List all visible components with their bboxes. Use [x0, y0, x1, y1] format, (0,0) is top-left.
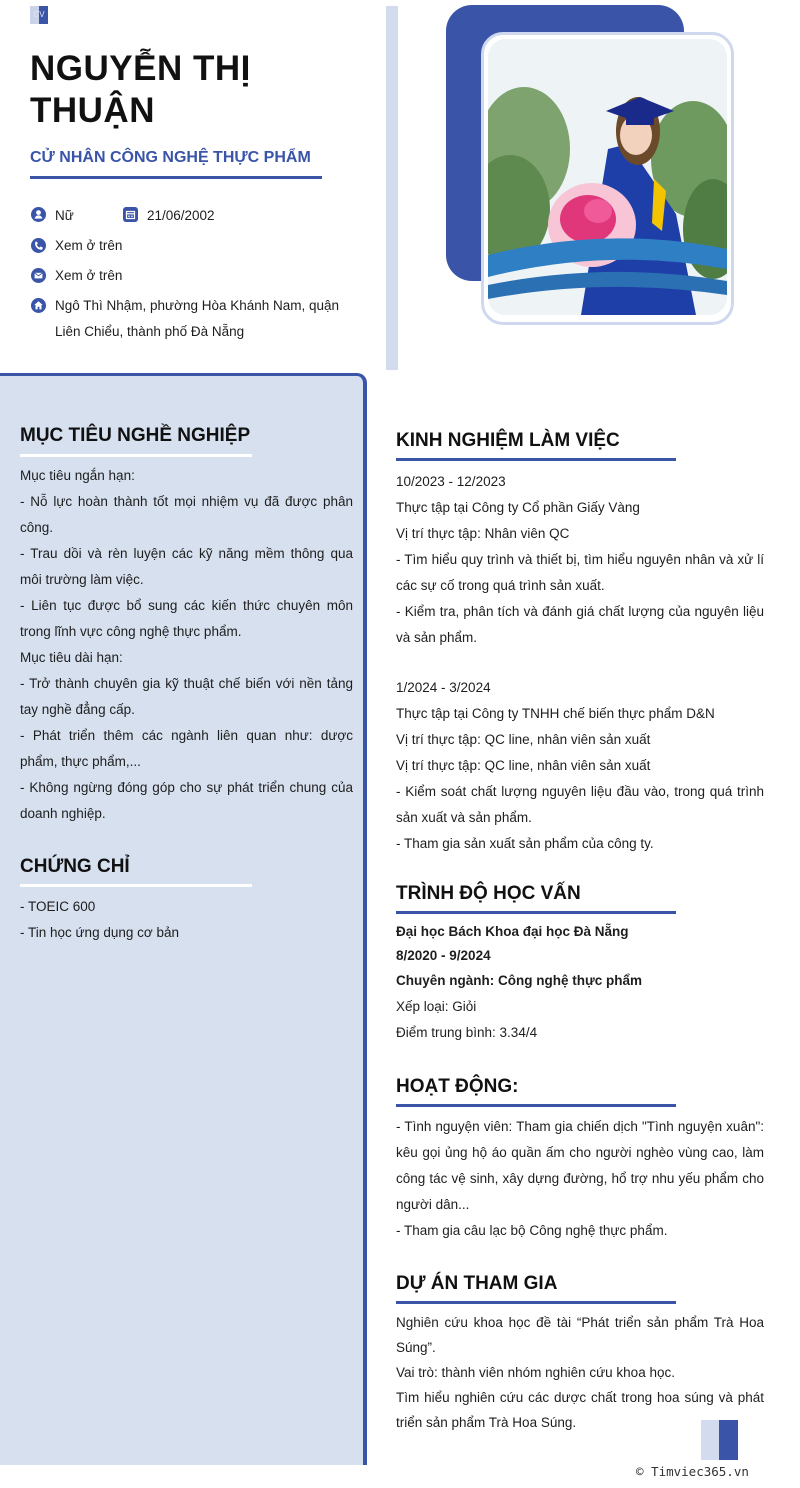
projects-text — [396, 1310, 764, 1435]
job-company: Thực tập tại Công ty TNHH chế biến thực phẩm D&N — [396, 706, 715, 721]
gender: Nữ — [55, 208, 74, 223]
certificates-rule — [20, 884, 252, 887]
job-task: - Tìm hiểu quy trình và thiết bị, tìm hiểu nguyên nhân và xử lí các sự cố trong quá trình sản xuất. — [396, 552, 764, 593]
activity-item: - Tham gia câu lạc bộ Công nghệ thực phẩm. — [396, 1223, 668, 1238]
address — [55, 293, 355, 345]
objective-line: - Phát triển thêm các ngành liên quan như: dược phẩm, thực phẩm,... — [20, 728, 353, 769]
activities-rule — [396, 1104, 676, 1107]
job-task: - Tham gia sản xuất sản phẩm của công ty. — [396, 836, 654, 851]
email: Xem ở trên — [55, 268, 123, 283]
objective-line: - Liên tục được bổ sung các kiến thức chuyên môn trong lĩnh vực công nghệ thực phẩm. — [20, 598, 353, 639]
user-icon — [31, 207, 46, 222]
project-line: Nghiên cứu khoa học đề tài “Phát triển sản phẩm Trà Hoa Súng”. — [396, 1315, 764, 1355]
phone: Xem ở trên — [55, 238, 123, 253]
calendar-icon — [123, 207, 138, 222]
objective-heading: MỤC TIÊU NGHỀ NGHIỆP — [20, 425, 251, 446]
education-block — [396, 920, 764, 1046]
job-company: Thực tập tại Công ty Cổ phần Giấy Vàng — [396, 500, 640, 515]
job-title: CỬ NHÂN CÔNG NGHỆ THỰC PHẨM — [30, 149, 311, 166]
job-position: Vị trí thực tập: QC line, nhân viên sản xuất — [396, 732, 651, 747]
experience-job-2 — [396, 675, 764, 857]
objective-line: Mục tiêu dài hạn: — [20, 650, 123, 665]
education-gpa: Điểm trung bình: 3.34/4 — [396, 1025, 538, 1040]
certificate-item: - TOEIC 600 — [20, 899, 96, 914]
job-position: Vị trí thực tập: Nhân viên QC — [396, 526, 570, 541]
certificates-list — [20, 894, 353, 946]
job-period: 10/2023 - 12/2023 — [396, 474, 506, 489]
email-icon — [31, 268, 46, 283]
footer-watermark: © Timviec365.vn — [636, 1464, 749, 1479]
objective-line: - Nỗ lực hoàn thành tốt mọi nhiệm vụ đã được phân công. — [20, 494, 353, 535]
activity-item: - Tình nguyện viên: Tham gia chiến dịch "Tình nguyện xuân": kêu gọi ủng hộ áo quần ấm cho người nghèo vùng cao, làm công tác vệ sinh, xây dựng đường, hổ trợ nhu yếu phẩm cho người dân... — [396, 1119, 764, 1212]
photo-frame — [481, 32, 734, 325]
address-line-1: Ngô Thì Nhậm, phường Hòa Khánh Nam, quận — [55, 298, 340, 313]
objective-text — [20, 463, 353, 827]
experience-heading: KINH NGHIỆM LÀM VIỆC — [396, 430, 620, 451]
projects-rule — [396, 1301, 676, 1304]
address-line-2: Liên Chiểu, thành phố Đà Nẵng — [55, 324, 245, 339]
corner-decoration-light — [701, 1420, 719, 1460]
education-rank: Xếp loại: Giỏi — [396, 999, 477, 1014]
logo: CV — [30, 6, 48, 24]
education-major: Chuyên ngành: Công nghệ thực phẩm — [396, 973, 643, 988]
phone-icon — [31, 238, 46, 253]
objective-line: - Trau dồi và rèn luyện các kỹ năng mềm thông qua môi trường làm việc. — [20, 546, 353, 587]
education-period: 8/2020 - 9/2024 — [396, 948, 491, 963]
project-line: Tìm hiểu nghiên cứu các dược chất trong hoa súng và phát triển sản phẩm Trà Hoa Súng. — [396, 1390, 764, 1430]
job-position: Vị trí thực tập: QC line, nhân viên sản xuất — [396, 758, 651, 773]
experience-rule — [396, 458, 676, 461]
education-school: Đại học Bách Khoa đại học Đà Nẵng — [396, 924, 629, 939]
title-underline — [30, 176, 322, 179]
candidate-name: NGUYỄN THỊ THUẬN — [30, 49, 251, 130]
activities-list — [396, 1114, 764, 1244]
home-icon — [31, 298, 46, 313]
education-rule — [396, 911, 676, 914]
certificate-item: - Tin học ứng dụng cơ bản — [20, 925, 179, 940]
projects-heading: DỰ ÁN THAM GIA — [396, 1273, 558, 1294]
corner-decoration-dark — [719, 1420, 738, 1460]
job-period: 1/2024 - 3/2024 — [396, 680, 491, 695]
certificates-heading: CHỨNG CHỈ — [20, 856, 130, 877]
job-task: - Kiểm soát chất lượng nguyên liệu đầu vào, trong quá trình sản xuất và sản phẩm. — [396, 784, 764, 825]
objective-line: Mục tiêu ngắn hạn: — [20, 468, 135, 483]
experience-job-1 — [396, 469, 764, 651]
objective-rule — [20, 454, 252, 457]
portrait-photo — [488, 39, 727, 315]
objective-line: - Trở thành chuyên gia kỹ thuật chế biến với nền tảng tay nghề đẳng cấp. — [20, 676, 353, 717]
activities-heading: HOẠT ĐỘNG: — [396, 1076, 519, 1097]
project-line: Vai trò: thành viên nhóm nghiên cứu khoa học. — [396, 1365, 675, 1380]
job-task: - Kiểm tra, phân tích và đánh giá chất lượng của nguyên liệu và sản phẩm. — [396, 604, 764, 645]
date-of-birth: 21/06/2002 — [147, 208, 215, 223]
education-heading: TRÌNH ĐỘ HỌC VẤN — [396, 883, 581, 904]
objective-line: - Không ngừng đóng góp cho sự phát triển chung của doanh nghiệp. — [20, 780, 353, 821]
vertical-divider — [386, 6, 398, 370]
